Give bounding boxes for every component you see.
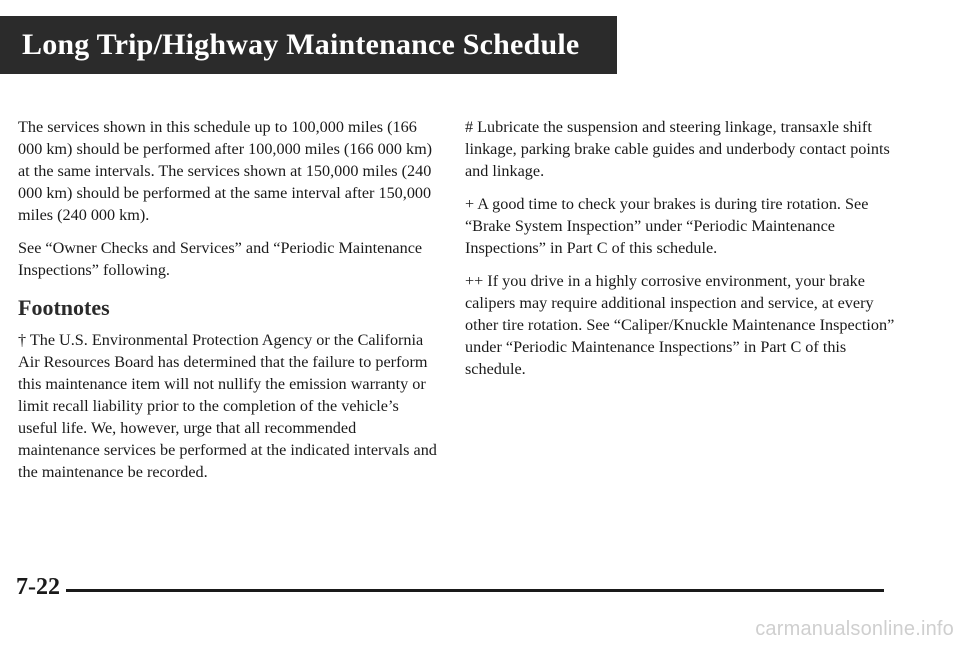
page-number: 7-22: [16, 574, 60, 600]
intro-paragraph: The services shown in this schedule up to 100,000 miles (166 000 km) should be performed after 100,000 miles (166 000 km) at the same intervals. The services shown at 150,000 miles (240 000 km) should be performed at the same interval after 150,000 miles (240 000 km).: [18, 118, 433, 224]
footnote-plus: + A good time to check your brakes is during tire rotation. See “Brake System Inspection” under “Periodic Maintenance Inspections” in Part C of this schedule.: [465, 195, 869, 257]
section-title-banner: [0, 16, 617, 74]
right-column: [465, 116, 895, 391]
page-footer: [16, 574, 884, 600]
footnote-double-plus: ++ If you drive in a highly corrosive environment, your brake calipers may require additional inspection and service, at every other tire rotation. See “Caliper/Knuckle Maintenance Inspection” under “Periodic Maintenance Inspections” in Part C of this schedule.: [465, 272, 895, 378]
watermark: carmanualsonline.info: [755, 618, 954, 640]
intro-paragraph: See “Owner Checks and Services” and “Periodic Maintenance Inspections” following.: [18, 239, 423, 279]
page-title: Long Trip/Highway Maintenance Schedule: [22, 28, 580, 61]
footnotes-heading: Footnotes: [18, 295, 110, 320]
footnote-dagger: † The U.S. Environmental Protection Agency or the California Air Resources Board has determined that the failure to perform this maintenance item will not nullify the emission warranty or limit recall liability prior to the completion of the vehicle’s useful life. We, however, urge that all recommended maintenance services be performed at the indicated intervals and the maintenance be recorded.: [18, 331, 437, 481]
left-column: [18, 116, 438, 494]
footer-rule: [66, 589, 884, 592]
footnote-hash: # Lubricate the suspension and steering linkage, transaxle shift linkage, parking brake cable guides and underbody contact points and linkage.: [465, 118, 890, 180]
